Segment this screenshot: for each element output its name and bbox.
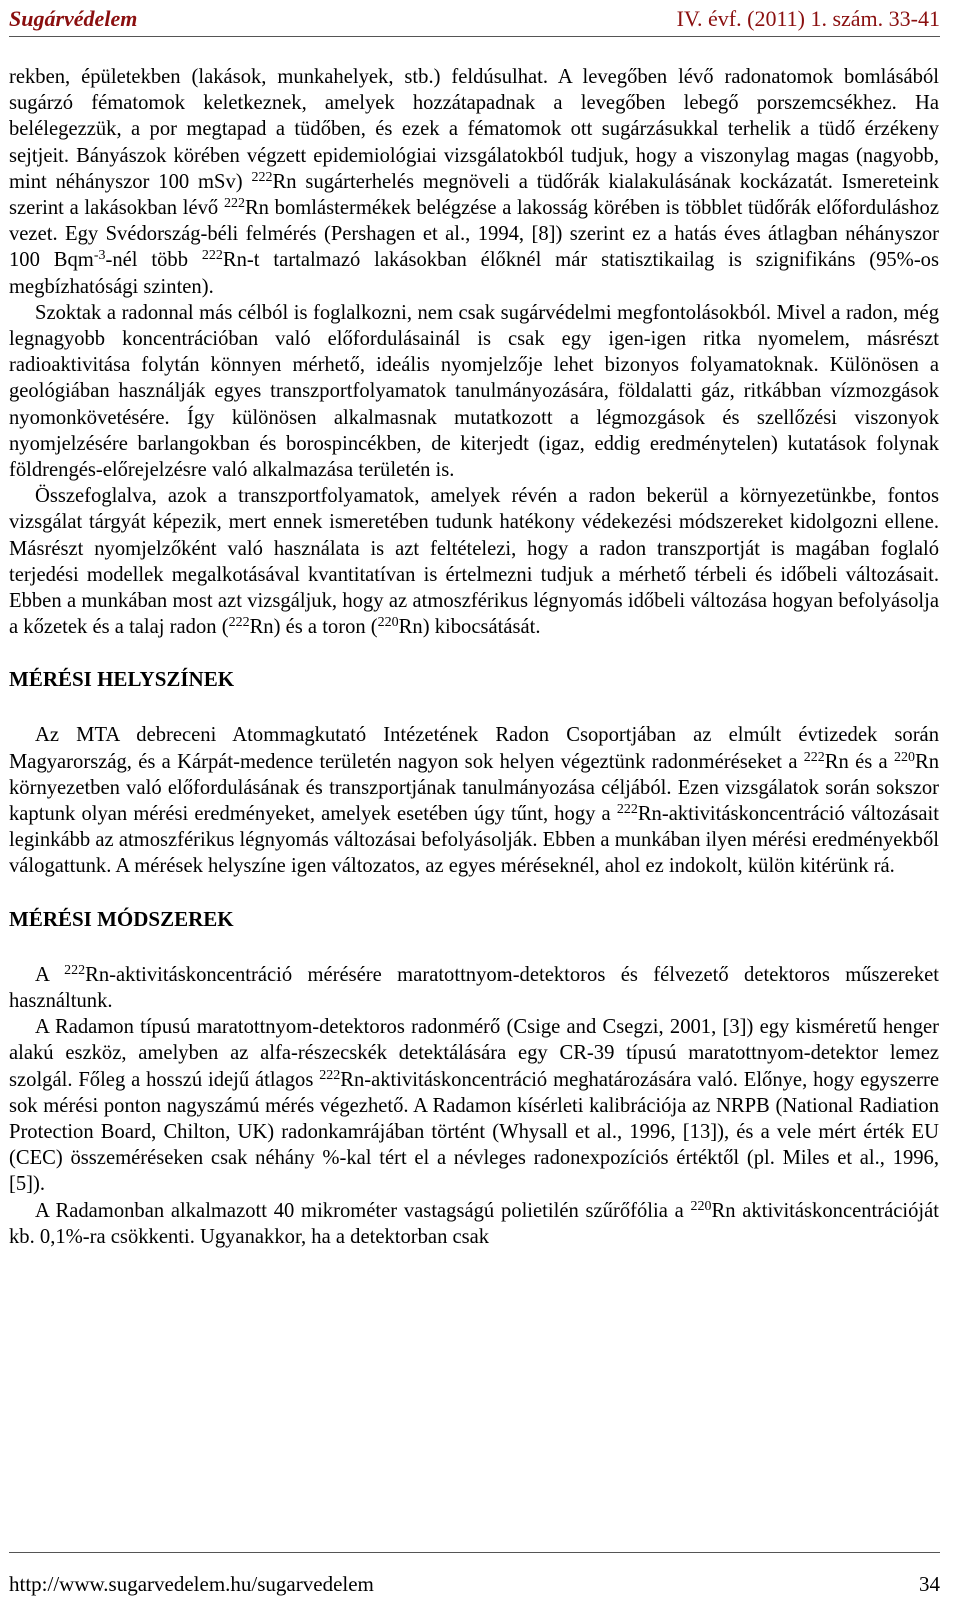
paragraph-filter-foil: A Radamonban alkalmazott 40 mikrométer vastagságú polietilén szűrőfólia a $^{220}$Rn aktivitáskoncentrációját kb. 0,1%-ra csökkenti. Ugyanakkor, ha a detektorban csak <box>9 1198 939 1248</box>
footer-url[interactable]: http://www.sugarvedelem.hu/sugarvedelem <box>9 1572 374 1596</box>
paragraph-locations: Az MTA debreceni Atommagkutató Intézetének Radon Csoportjában az elmúlt évtizedek során Magyarország, és a Kárpát-medence területén nagyon sok helyen végeztünk radonméréseket a $^{222}$Rn és a $^{220}$Rn környezetben való előfordulásának és transzportjának tanulmányozása céljából. Ezen vizsgálatok során sokszor kaptunk olyan mérési eredményeket, amelyek esetében úgy tűnt, hogy a $^{222}$Rn-aktivitáskoncentráció változásait leginkább az atmoszférikus légnyomás változásai befolyásolják. Ebben a munkában ilyen mérési eredményekből válogattunk. A mérések helyszíne igen változatos, az egyes méréseknél, ahol ez indokolt, külön kitérünk rá. <box>9 724 939 878</box>
paragraph-radon-health: rekben, épületekben (lakások, munkahelyek, stb.) feldúsulhat. A levegőben lévő radonatomok bomlásából sugárzó fématomok keletkeznek, amelyek hozzátapadnak a levegőben lebegő porszemcsékhez. Ha belélegezzük, a por megtapad a tüdőben, és ezek a fématomok ott sugárzásukkal terhelik a tüdő érzékeny sejtjeit. Bányászok körében végzett epidemiológiai vizsgálatokból tudjuk, hogy a viszonylag magas (nagyobb, mint néhányszor 100 mSv) $^{222}$Rn sugárterhelés megnöveli a tüdőrák kialakulásának kockázatát. Ismereteink szerint a lakásokban lévő $^{222}$Rn bomlástermékek belégzése a lakosság körében is többlet tüdőrák előforduláshoz vezet. Egy Svédország-béli felmérés (Pershagen et al., 1994, [8]) szerint ez a hatás éves átlagban néhányszor 100 Bqm$^{-3}$-nél több $^{222}$Rn-t tartalmazó lakásokban élőknél már statisztikailag is szignifikáns (95%-os megbízhatósági szinten). <box>9 66 940 298</box>
page-number: 34 <box>919 1572 940 1596</box>
section-heading-locations: MÉRÉSI HELYSZÍNEK <box>9 667 235 692</box>
issue-info: IV. évf. (2011) 1. szám. 33-41 <box>676 6 940 31</box>
running-header <box>9 2 940 37</box>
running-footer <box>9 1552 940 1599</box>
paragraph-methods-intro: A $^{222}$Rn-aktivitáskoncentráció mérésére maratottnyom-detektoros és félvezető detektoros műszereket használtunk. <box>9 962 939 1012</box>
paragraph-radamon: A Radamon típusú maratottnyom-detektoros radonmérő (Csige and Csegzi, 2001, [3]) egy kisméretű henger alakú eszköz, amelyben az alfa-részecskék detektálására egy CR-39 típusú maratottnyom-detektor lemez szolgál. Főleg a hosszú idejű átlagos $^{222}$Rn-aktivitáskoncentráció meghatározására való. Előnye, hogy egyszerre sok mérési ponton nagyszámú mérés végezhető. A Radamon kísérleti kalibrációja az NRPB (National Radiation Protection Board, Chilton, UK) radonkamrájában történt (Whysall et al., 1996, [13]), és a vele mért érték EU (CEC) összeméréseken csak néhány %-kal tért el a névleges radonexpozíciós értéktől (pl. Miles et al., 1996, [5]). <box>9 1016 939 1196</box>
paragraph-summary: Összefoglalva, azok a transzportfolyamatok, amelyek révén a radon bekerül a környezetünkbe, fontos vizsgálat tárgyát képezik, mert ennek ismeretében tudunk hatékony védekezési módszereket kidolgozni ellene. Másrészt nyomjelzőként való használata is azt feltételezi, hogy a radon transzportját is magában foglaló terjedési modellek megalkotásával kvantitatívan is értelmezni tudjuk a mérhető térbeli és időbeli változásait. Ebben a munkában most azt vizsgáljuk, hogy az atmoszférikus légnyomás időbeli változása hogyan befolyásolja a kőzetek és a talaj radon ($^{222}$Rn) és a toron ($^{220}$Rn) kibocsátását. <box>9 485 939 639</box>
article-body <box>9 64 939 1250</box>
paragraph-radon-tracer: Szoktak a radonnal más célból is foglalkozni, nem csak sugárvédelmi megfontolásokból. Mivel a radon, még legnagyobb koncentrációban való előfordulásainál is csak egy igen-igen ritka nyomelem, másrészt radioaktivitása folytán könnyen mérhető, ideális nyomjelzője lehet bizonyos folyamatoknak. Különösen a geológiában használják egyes transzportfolyamatok tanulmányozására, földalatti gáz, ritkábban vízmozgások nyomonkövetésére. Így különösen alkalmasnak mutatkozott a légmozgások és szellőzési viszonyok nyomjelzésére barlangokban és borospincékben, de kiterjedt (igaz, eddig eredménytelen) kutatások folynak földrengés-előrejelzésre való alkalmazása területén is. <box>9 301 939 482</box>
journal-title: Sugárvédelem <box>9 6 138 31</box>
section-heading-methods: MÉRÉSI MÓDSZEREK <box>9 906 234 931</box>
